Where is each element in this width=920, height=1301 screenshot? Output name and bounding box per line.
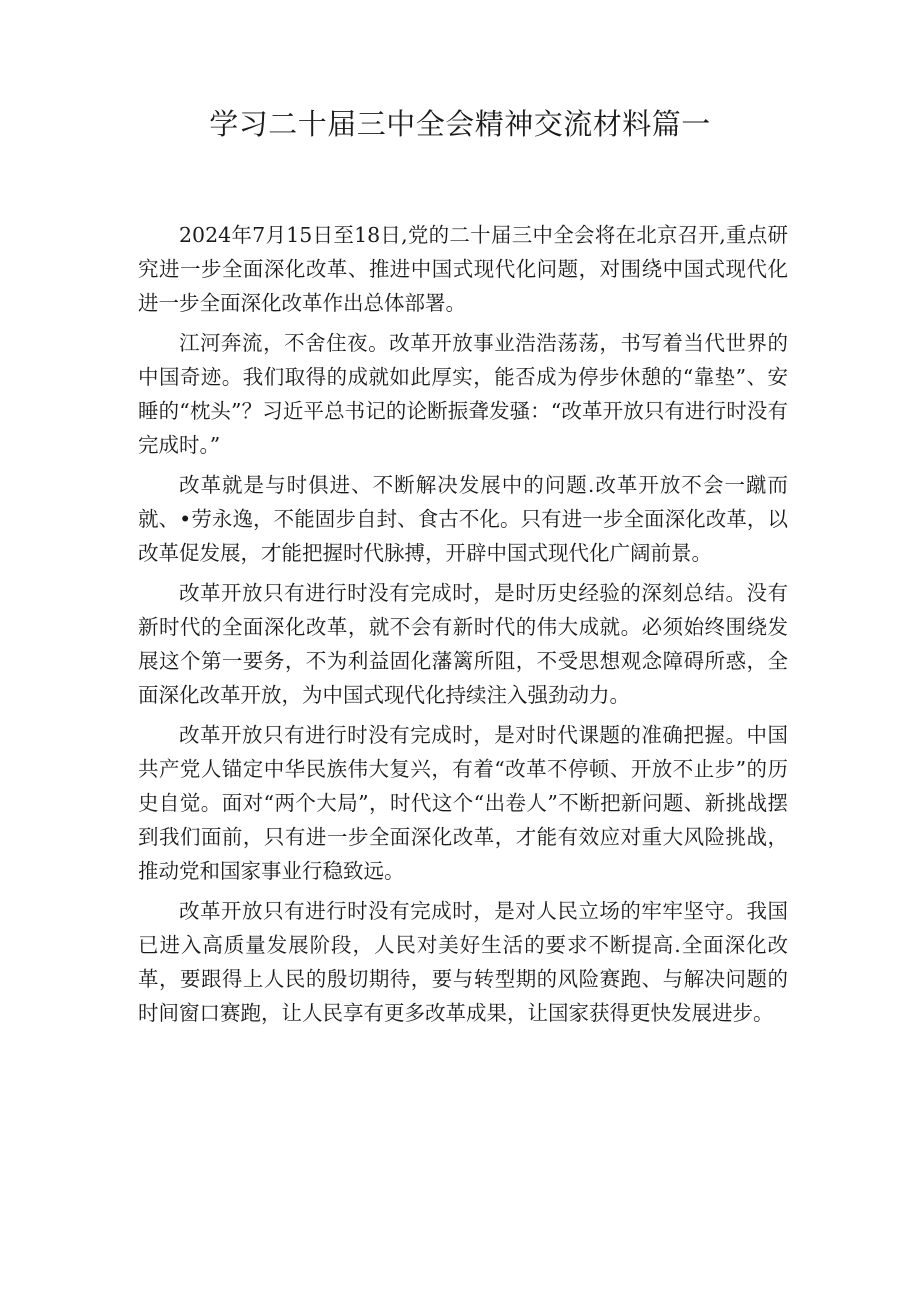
- document-title: 学习二十届三中全会精神交流材料篇一: [209, 107, 711, 141]
- paragraph-3: 改革就是与时俱进、不断解决发展中的问题.改革开放不会一蹴而就、•劳永逸，不能固步自封、食古不化。只有进一步全面深化改革，以改革促发展，才能把握时代脉搏，开辟中国式现代化广阔前景。: [138, 473, 788, 565]
- paragraph-6: 改革开放只有进行时没有完成时，是对人民立场的牢牢坚守。我国已进入高质量发展阶段，人民对美好生活的要求不断提高.全面深化改革，要跟得上人民的殷切期待，要与转型期的风险赛跑、与解决问题的时间窗口赛跑，让人民享有更多改革成果，让国家获得更快发展进步。: [138, 899, 788, 1025]
- paragraph-2: 江河奔流，不舍住夜。改革开放事业浩浩荡荡，书写着当代世界的中国奇迹。我们取得的成就如此厚实，能否成为停步休憩的“靠垫”、安睡的“枕头”？习近平总书记的论断振聋发骚：“改革开放只有进行时没有完成时。”: [138, 331, 788, 457]
- paragraph-1: 2024年7月15日至18日,党的二十届三中全会将在北京召开,重点研究进一步全面深化改革、推进中国式现代化问题，对围绕中国式现代化进一步全面深化改革作出总体部署。: [138, 223, 788, 315]
- paragraph-5: 改革开放只有进行时没有完成时，是对时代课题的准确把握。中国共产党人锚定中华民族伟大复兴，有着“改革不停顿、开放不止步”的历史自觉。面对“两个大局”，时代这个“出卷人”不断把新问题、新挑战摆到我们面前，只有进一步全面深化改革，才能有效应对重大风险挑战，推动党和国家事业行稳致远。: [138, 723, 788, 883]
- paragraph-4: 改革开放只有进行时没有完成时，是时历史经验的深刻总结。没有新时代的全面深化改革，就不会有新时代的伟大成就。必须始终围绕发展这个第一要务，不为利益固化藩篱所阻，不受思想观念障碍所惑，全面深化改革开放，为中国式现代化持续注入强劲动力。: [138, 581, 788, 707]
- document-body: [138, 218, 788, 1036]
